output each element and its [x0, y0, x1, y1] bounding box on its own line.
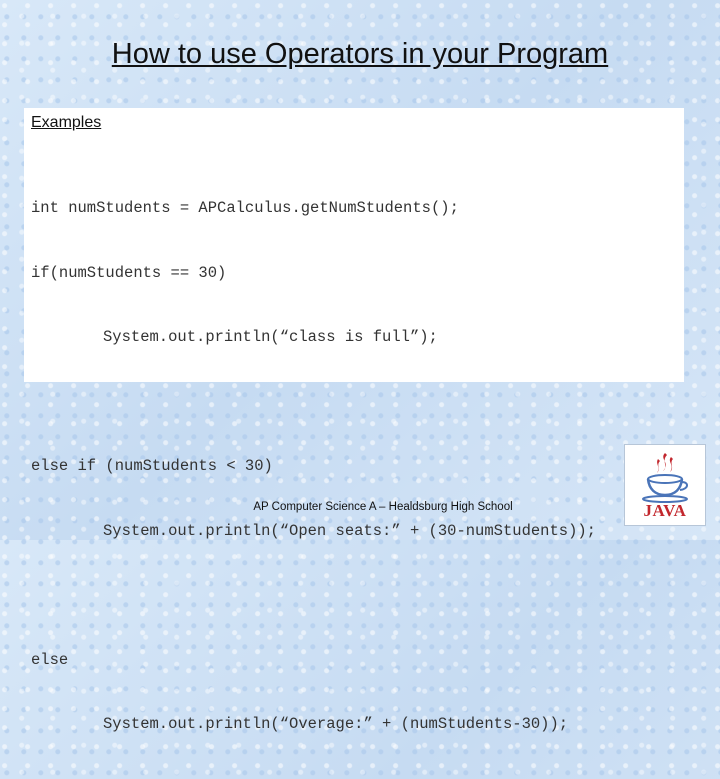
- examples-label: Examples: [31, 114, 102, 131]
- java-logo: [624, 444, 706, 526]
- code-line-declaration: int numStudents = APCalculus.getNumStudents();: [31, 199, 459, 217]
- java-logo-text: JAVA: [643, 501, 687, 520]
- code-line-println-full: System.out.println(“class is full”);: [103, 328, 438, 346]
- code-line-blank: [31, 585, 596, 607]
- code-block: [31, 155, 596, 779]
- slide-title: How to use Operators in your Program: [111, 38, 609, 70]
- java-coffee-cup-icon: [625, 445, 705, 505]
- code-line-else-if: else if (numStudents < 30): [31, 457, 273, 475]
- code-line-println-overage: System.out.println(“Overage:” + (numStudents-30));: [103, 715, 569, 733]
- code-line-if: if(numStudents == 30): [31, 263, 227, 282]
- code-line-else: else: [31, 650, 69, 669]
- code-line-println-open: System.out.println(“Open seats:” + (30-numStudents));: [103, 521, 596, 540]
- footer-text: AP Computer Science A – Healdsburg High School: [253, 501, 513, 513]
- code-line-blank: [31, 392, 596, 414]
